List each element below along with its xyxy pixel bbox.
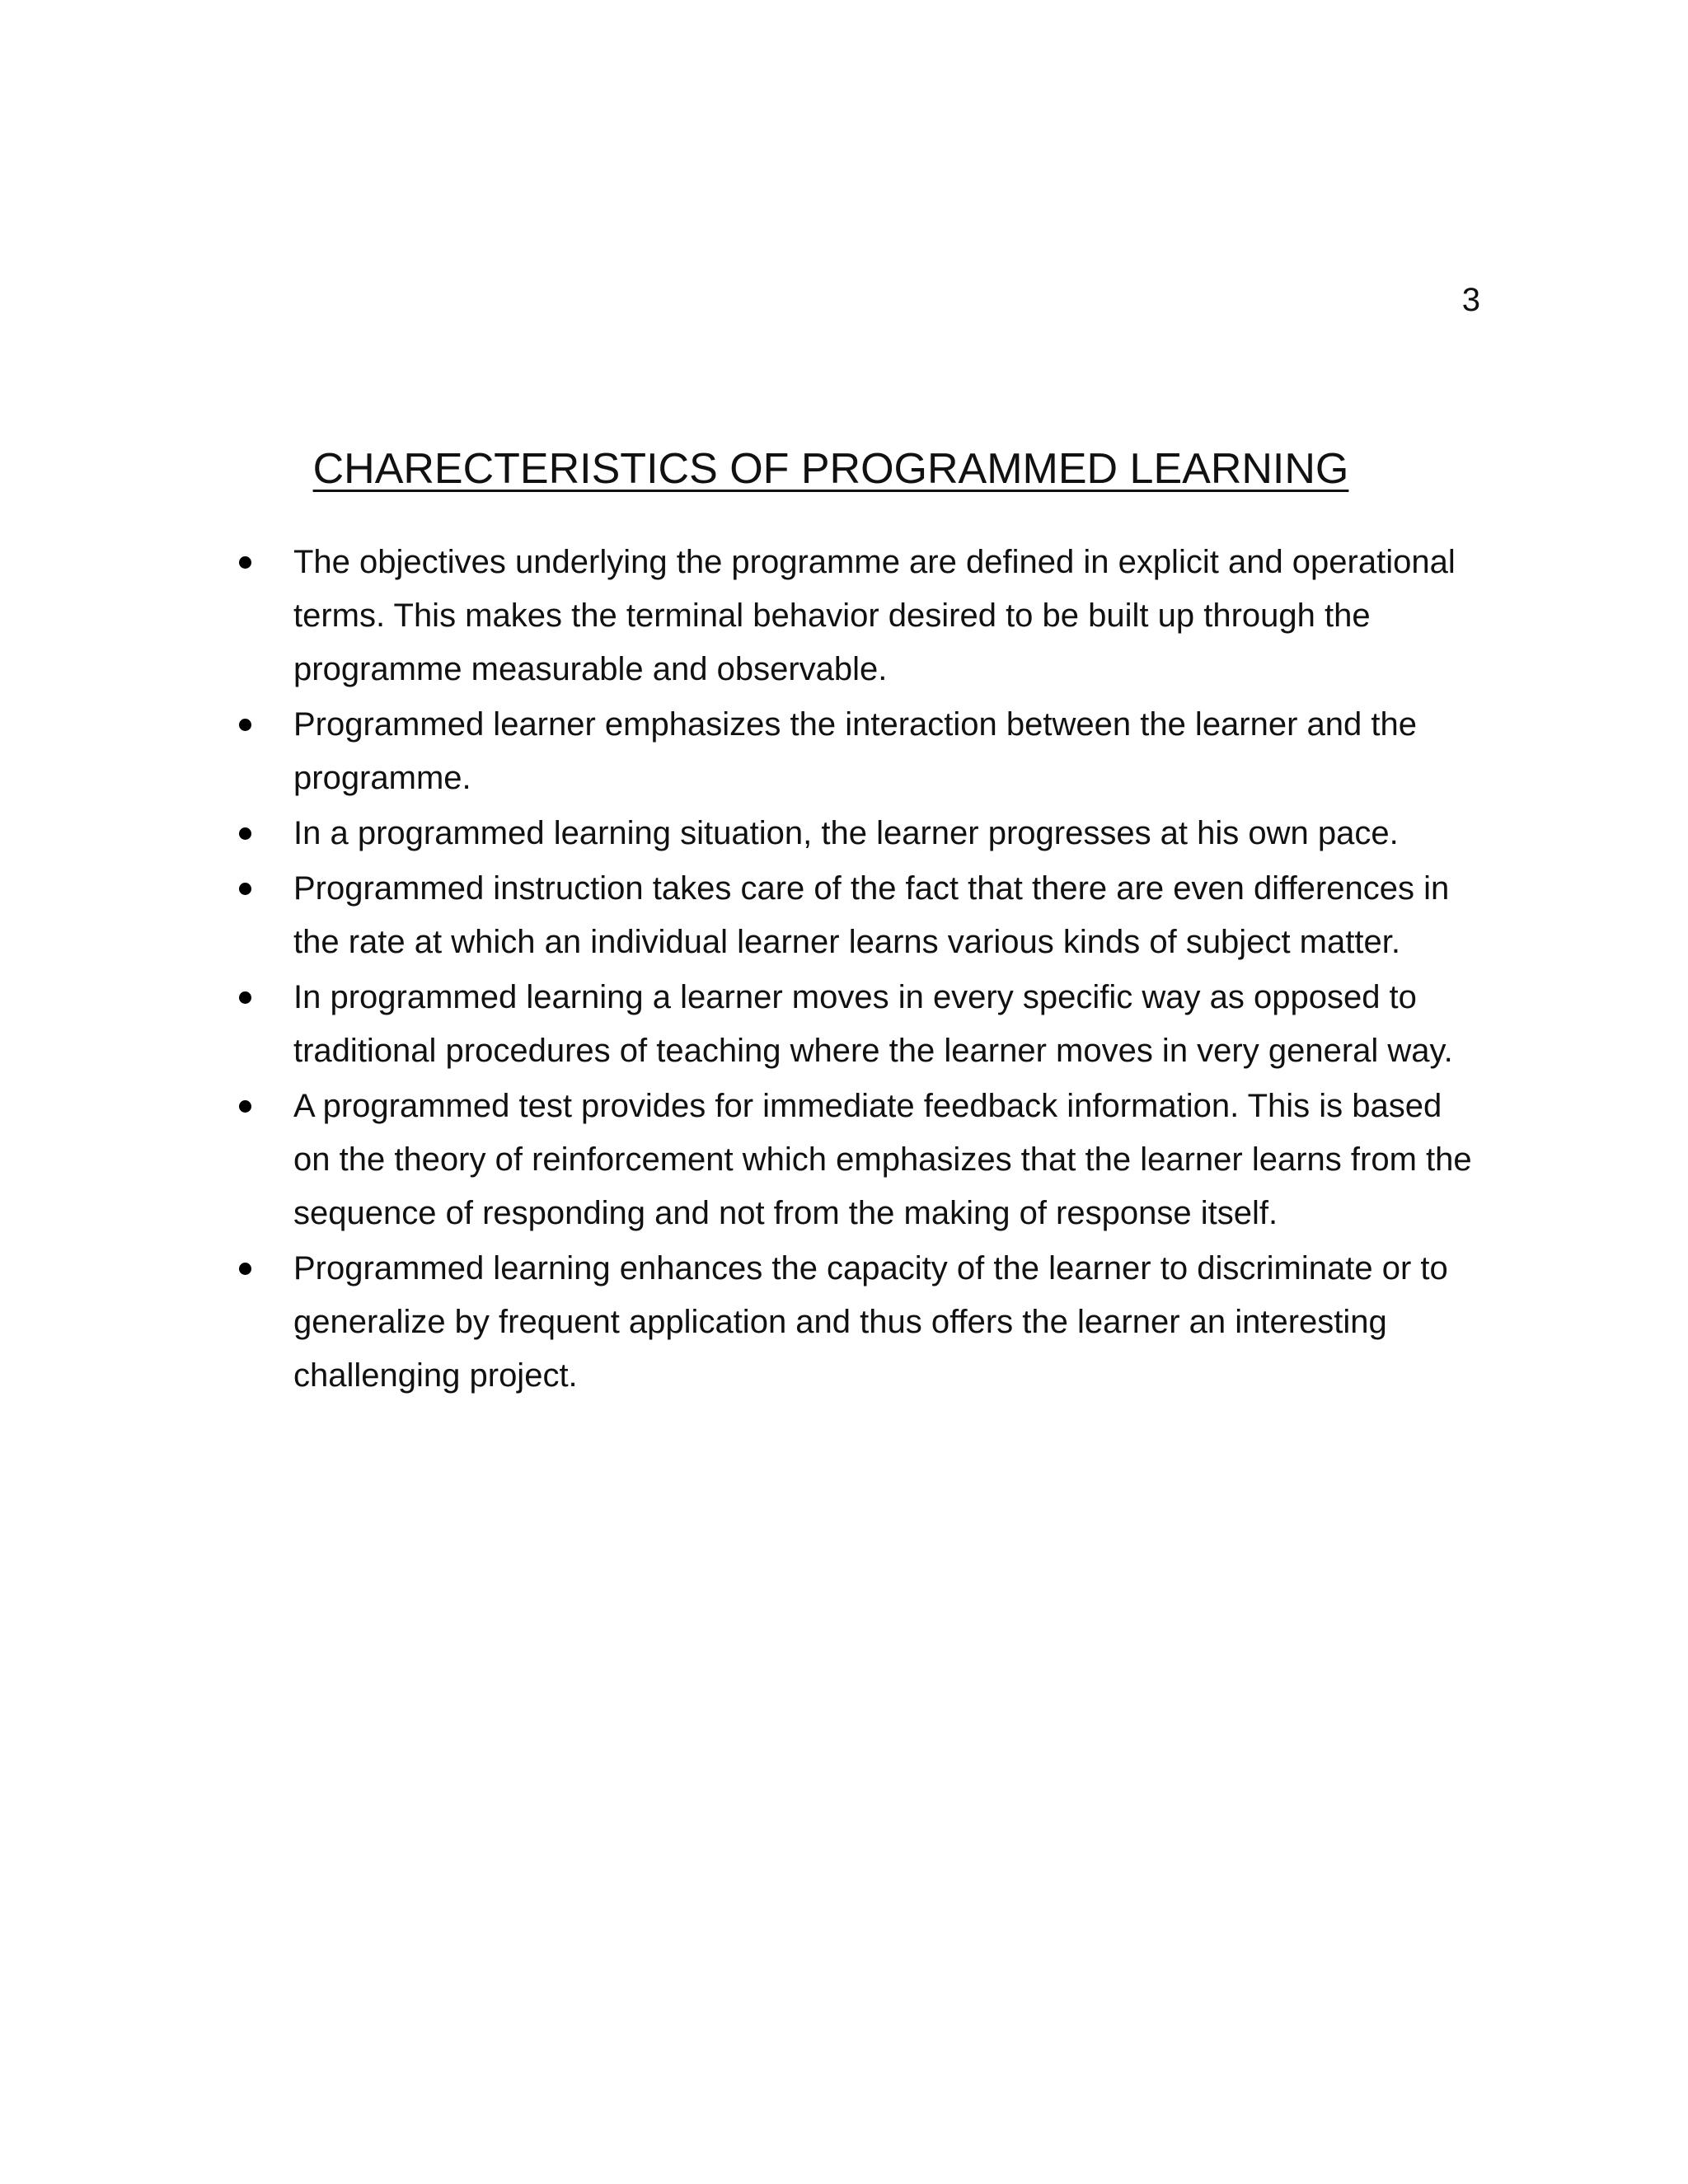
bullet-icon (239, 719, 251, 731)
page-title (0, 443, 1662, 495)
list-item (293, 1080, 1480, 1240)
list-item (293, 971, 1480, 1078)
bullet-icon (239, 556, 251, 569)
bullet-icon (239, 1263, 251, 1275)
list-item (293, 1242, 1480, 1403)
list-item-text: In programmed learning a learner moves in every specific way as opposed to traditional procedures of teaching where the learner moves in very general way. (293, 979, 1453, 1069)
list-item-text: Programmed learning enhances the capacity of the learner to discriminate or to generalize by frequent application and thus offers the learner an interesting challenging project. (293, 1250, 1448, 1394)
list-item (293, 862, 1480, 969)
list-item (293, 698, 1480, 805)
page-number: 3 (1461, 282, 1480, 318)
list-item-text: Programmed learner emphasizes the interaction between the learner and the programme. (293, 706, 1418, 796)
list-item-text: Programmed instruction takes care of the fact that there are even differences in the rate at which an individual learner learns various kinds of subject matter. (293, 870, 1450, 960)
bullet-icon (239, 1100, 251, 1113)
characteristics-list (293, 536, 1480, 1404)
bullet-icon (239, 991, 251, 1004)
list-item (293, 536, 1480, 696)
bullet-icon (239, 883, 251, 895)
list-item (293, 807, 1480, 860)
list-item-text: In a programmed learning situation, the learner progresses at his own pace. (293, 815, 1399, 851)
list-item-text: The objectives underlying the programme are defined in explicit and operational terms. This makes the terminal behavior desired to be built up through the programme measurable and observable. (293, 544, 1456, 687)
page-title-text: CHARECTERISTICS OF PROGRAMMED LEARNING (312, 445, 1349, 493)
bullet-icon (239, 827, 251, 840)
list-item-text: A programmed test provides for immediate feedback information. This is based on the theory of reinforcement which emphasizes that the learner learns from the sequence of responding and not from the making of response itself. (293, 1088, 1472, 1231)
